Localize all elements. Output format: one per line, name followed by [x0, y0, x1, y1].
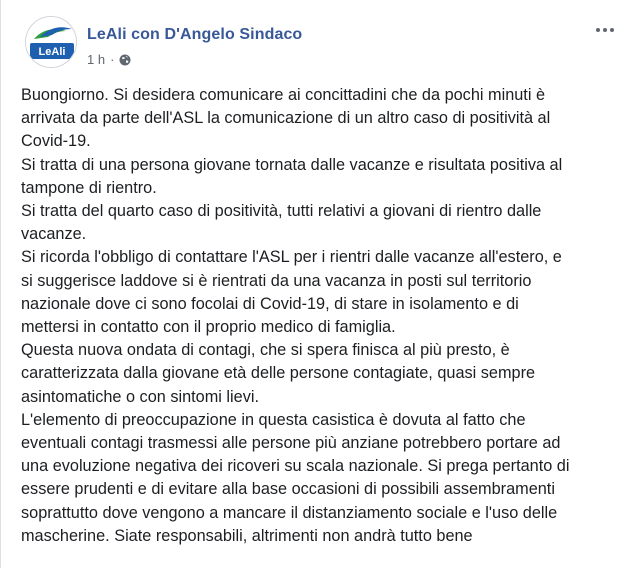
- more-options-icon-dot: [610, 28, 614, 32]
- page-name-link[interactable]: LeAli con D'Angelo Sindaco: [87, 26, 303, 43]
- meta-separator: ·: [110, 52, 115, 67]
- post-header: [25, 16, 620, 76]
- more-options-button[interactable]: [590, 20, 620, 40]
- post-meta: [87, 52, 131, 67]
- post-body-text: Buongiorno. Si desidera comunicare ai concittadini che da pochi minuti è arrivata da parte dell'ASL la comunicazione di un altro caso di positività al Covid-19. Si tratta di una persona giovane tornata dalle vacanze e risultata positiva al tampone di rientro. Si tratta del quarto caso di positività, tutti relativi a giovani di rientro dalle vacanze. Si ricorda l'obbligo di contattare l'ASL per i rientri dalle vacanze all'estero, e si suggerisce laddove si è rientrati da una vacanza in posti sul territorio nazionale dove ci sono focolai di Covid-19, di stare in isolamento e di mettersi in contatto con il proprio medico di famiglia. Questa nuova ondata di contagi, che si spera finisca al più presto, è caratterizzata dalla giovane età delle persone contagiate, quasi sempre asintomatiche o con sintomi lievi. L'elemento di preoccupazione in questa casistica è dovuta al fatto che eventuali contagi trasmessi alle persone più anziane potrebbero portare ad una evoluzione negativa dei ricoveri su scala nazionale. Si prega pertanto di essere prudenti e di evitare alla base occasioni di possibili assembramenti soprattutto dove vengono a mancare il distanziamento sociale e l'uso delle mascherine. Siate responsabili, altrimenti non andrà tutto bene: [21, 86, 570, 545]
- page-avatar[interactable]: [25, 16, 77, 68]
- leali-logo-icon: [26, 17, 77, 68]
- avatar-logo-text: LeAli: [38, 46, 66, 58]
- more-options-icon-dot: [596, 28, 600, 32]
- more-options-icon-dot: [603, 28, 607, 32]
- globe-icon[interactable]: [119, 54, 131, 66]
- post-timestamp[interactable]: 1 h: [87, 52, 106, 67]
